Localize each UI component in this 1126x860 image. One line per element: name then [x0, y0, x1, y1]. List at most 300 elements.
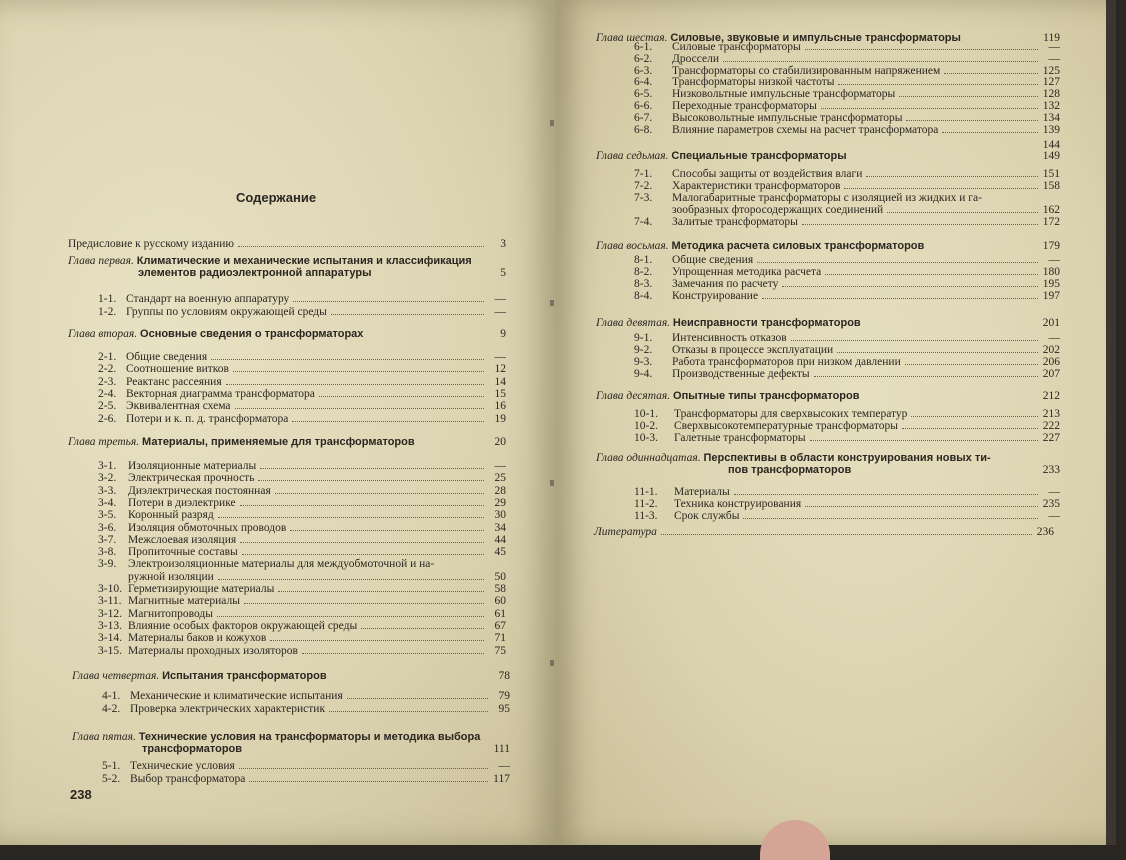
page-number: —	[1048, 332, 1060, 344]
section-text: Малогабаритные трансформаторы с изоляцией из жидких и га-	[672, 192, 982, 204]
leader-dots	[331, 314, 484, 315]
section-text: Потери в диэлектрике	[128, 496, 236, 509]
chapter-heading	[596, 139, 1060, 162]
page-number: —	[1048, 254, 1060, 266]
page-number: 30	[494, 509, 506, 522]
section-text: Эквивалентная схема	[126, 400, 231, 413]
page-number: 3	[500, 238, 506, 250]
binding-stitch	[550, 480, 554, 486]
leader-dots	[242, 554, 484, 555]
section-text: Магнитопроводы	[128, 607, 213, 620]
section-number: 10-2.	[634, 420, 658, 432]
binding-stitch	[550, 120, 554, 126]
section-number: 10-1.	[634, 408, 658, 420]
chapter-page: 119	[1043, 32, 1060, 44]
section-number: 2-6.	[98, 412, 117, 425]
page-number: 206	[1042, 356, 1060, 368]
section-text: Изоляционные материалы	[128, 460, 257, 472]
chapter-heading	[68, 436, 506, 448]
chapter-heading	[596, 240, 1060, 252]
section-text: Трансформаторы для сверхвысоких температур	[674, 408, 908, 420]
binding-stitch	[550, 300, 554, 306]
section-text: Конструирование	[672, 290, 759, 302]
leader-dots	[762, 298, 1038, 299]
left-page	[0, 0, 558, 845]
section-number: 2-3.	[98, 375, 117, 388]
section-number: 3-1.	[98, 460, 117, 472]
section-row	[98, 388, 506, 401]
page-number: —	[1048, 52, 1060, 65]
page-number: 158	[1042, 180, 1060, 192]
leader-dots	[240, 505, 484, 506]
page-number: —	[494, 305, 506, 318]
chapter-title: Испытания трансформаторов	[162, 670, 327, 682]
section-text: Электрическая прочность	[128, 472, 255, 485]
leader-dots	[661, 534, 1032, 535]
leader-dots	[734, 494, 1038, 495]
page-number: —	[494, 351, 506, 363]
section-row	[102, 703, 510, 716]
leader-dots	[239, 768, 488, 769]
leader-dots	[302, 653, 484, 654]
chapter-page: 233	[1042, 464, 1060, 476]
section-row	[102, 773, 510, 786]
section-row	[98, 632, 506, 645]
chapter-title-cont: пов трансформаторов	[728, 464, 852, 476]
leader-dots	[226, 384, 484, 385]
leader-dots	[837, 352, 1038, 353]
literature-text: Литература	[594, 526, 657, 538]
section-text: Интенсивность отказов	[672, 332, 787, 344]
leader-dots	[838, 84, 1038, 85]
section-number: 2-4.	[98, 387, 117, 400]
chapter-title: Силовые, звуковые и импульсные трансформаторы	[670, 32, 961, 44]
section-row	[98, 400, 506, 413]
section-text: Межслоевая изоляция	[128, 533, 237, 546]
leader-dots	[235, 408, 484, 409]
right-page	[556, 0, 1116, 845]
section-text: Упрощенная методика расчета	[672, 266, 822, 278]
leader-dots	[906, 120, 1038, 121]
section-number: 11-3.	[634, 510, 658, 522]
section-text: Стандарт на военную аппаратуру	[126, 293, 290, 305]
preface-entry	[68, 238, 506, 251]
page-number: 45	[494, 546, 506, 559]
chapter-label: Глава первая.	[68, 255, 134, 267]
leader-dots	[825, 274, 1038, 275]
chapter-heading	[68, 328, 506, 340]
section-number: 6-3.	[634, 64, 653, 77]
section-number: 6-5.	[634, 88, 653, 101]
leader-dots	[218, 517, 484, 518]
section-row	[634, 510, 1060, 523]
section-number: 6-4.	[634, 76, 653, 89]
page-number: 117	[493, 773, 510, 785]
section-text: Электроизоляционные материалы для междуобмоточной и на-	[128, 558, 435, 571]
section-text: Сверхвысокотемпературные трансформаторы	[674, 420, 899, 432]
section-row	[102, 760, 510, 773]
chapter-title-cont: трансформаторов	[142, 743, 243, 755]
leader-dots	[782, 286, 1038, 287]
page-number: 236	[1036, 526, 1054, 538]
leader-dots	[757, 262, 1038, 263]
chapter-heading	[596, 390, 1060, 402]
page-number: 172	[1042, 216, 1060, 228]
section-text: Высоковольтные импульсные трансформаторы	[672, 111, 903, 124]
leader-dots	[275, 493, 484, 494]
section-text: Работа трансформаторов при низком давлении	[672, 356, 901, 368]
page-number: 61	[494, 607, 506, 620]
section-row	[98, 546, 506, 559]
section-number: 9-2.	[634, 344, 653, 356]
chapter-heading	[596, 317, 1060, 329]
page-number: —	[494, 293, 506, 305]
chapter-label: Глава вторая.	[68, 328, 138, 340]
chapter-title: Перспективы в области конструирования новых ти-	[703, 452, 991, 464]
section-text: Соотношение витков	[126, 363, 229, 376]
section-number: 6-8.	[634, 123, 653, 136]
chapter-label: Глава одиннадцатая.	[596, 452, 701, 464]
chapter-label: Глава восьмая.	[596, 240, 669, 252]
leader-dots	[278, 591, 484, 592]
section-text: Дроссели	[672, 52, 719, 65]
page-number: 16	[494, 400, 506, 413]
section-number: 3-13.	[98, 619, 122, 632]
section-row	[98, 351, 506, 364]
leader-dots	[292, 421, 484, 422]
leader-dots	[821, 108, 1038, 109]
leader-dots	[319, 396, 484, 397]
section-row	[98, 497, 506, 510]
page-number: 25	[494, 472, 506, 485]
section-text: Трансформаторы низкой частоты	[672, 76, 835, 89]
section-text: Технические условия	[130, 760, 235, 772]
chapter-heading	[596, 452, 1060, 476]
leader-dots	[743, 518, 1038, 519]
section-row	[98, 595, 506, 608]
section-row	[634, 290, 1060, 303]
preface-text: Предисловие к русскому изданию	[68, 238, 234, 250]
leader-dots	[217, 616, 484, 617]
chapter-title: Основные сведения о трансформаторах	[140, 328, 364, 340]
page-number: 139	[1042, 123, 1060, 136]
chapter-title-cont: элементов радиоэлектронной аппаратуры	[138, 267, 372, 279]
section-number: 6-6.	[634, 100, 653, 112]
leader-dots	[866, 176, 1038, 177]
leader-dots	[218, 579, 484, 580]
chapter-heading	[72, 731, 510, 755]
page-number: 202	[1042, 344, 1060, 356]
section-number: 4-1.	[102, 690, 121, 702]
leader-dots	[211, 359, 484, 360]
section-number: 1-1.	[98, 293, 117, 305]
section-text: Техника конструирования	[674, 498, 802, 510]
section-number: 3-8.	[98, 546, 117, 559]
section-row	[98, 363, 506, 376]
section-number: 2-1.	[98, 351, 117, 363]
section-text: Изоляция обмоточных проводов	[128, 521, 287, 534]
chapter-heading	[68, 255, 506, 279]
section-row	[98, 460, 506, 473]
section-number: 8-2.	[634, 266, 653, 278]
leader-dots	[844, 188, 1038, 189]
section-text: Пропиточные составы	[128, 546, 238, 559]
chapter-label: Глава третья.	[68, 436, 140, 448]
page-number: 14	[494, 375, 506, 388]
section-row	[98, 558, 506, 571]
leader-dots	[260, 468, 484, 469]
page-folio: 238	[70, 787, 92, 802]
leader-dots	[270, 640, 484, 641]
section-row	[98, 583, 506, 596]
section-text: Диэлектрическая постоянная	[128, 484, 271, 497]
binding-stitch	[550, 660, 554, 666]
chapter-title: Неисправности трансформаторов	[672, 317, 861, 329]
section-text: Характеристики трансформаторов	[672, 180, 841, 192]
leader-dots	[899, 96, 1038, 97]
leader-dots	[805, 49, 1038, 50]
chapter-page: 149	[1042, 150, 1060, 162]
page-number: 67	[494, 619, 506, 632]
leader-dots	[944, 73, 1038, 74]
chapter-title: Климатические и механические испытания и классификация	[136, 255, 472, 267]
leader-dots	[249, 781, 488, 782]
section-text: Материалы	[674, 486, 730, 498]
chapter-page: 20	[494, 436, 506, 448]
page-number: —	[1048, 510, 1060, 522]
section-text: Проверка электрических характеристик	[130, 702, 326, 715]
section-text: Влияние особых факторов окружающей среды	[128, 619, 358, 632]
section-text: Механические и климатические испытания	[130, 690, 343, 702]
book-cover-edge	[1106, 0, 1116, 845]
section-text: Магнитные материалы	[128, 595, 240, 608]
page-number: 134	[1042, 111, 1060, 124]
chapter-label: Глава седьмая.	[596, 150, 669, 162]
page-number: 34	[494, 521, 506, 534]
section-number: 7-3.	[634, 192, 653, 204]
section-number: 8-3.	[634, 278, 653, 290]
section-text: Реактанс рассеяния	[126, 375, 222, 388]
section-number: 2-5.	[98, 400, 117, 413]
section-row	[98, 608, 506, 621]
section-row	[98, 509, 506, 522]
section-row	[98, 485, 506, 498]
section-number: 3-14.	[98, 632, 122, 645]
page-number: 227	[1042, 432, 1060, 444]
chapter-title: Методика расчета силовых трансформаторов	[671, 240, 925, 252]
chapter-heading	[72, 670, 510, 682]
section-row	[102, 690, 510, 703]
chapter-page-prev: 144	[1042, 139, 1060, 151]
page-number: 151	[1042, 168, 1060, 180]
leader-dots	[791, 340, 1038, 341]
page-number: 12	[494, 363, 506, 376]
chapter-page: 78	[498, 670, 510, 682]
section-row	[98, 376, 506, 389]
leader-dots	[911, 416, 1038, 417]
section-number: 1-2.	[98, 305, 117, 318]
section-text: Герметизирующие материалы	[128, 583, 275, 595]
section-number: 4-2.	[102, 702, 121, 715]
chapter-page: 201	[1042, 317, 1060, 329]
section-text: Выбор трансформатора	[130, 773, 246, 785]
section-number: 6-7.	[634, 111, 653, 124]
leader-dots	[810, 440, 1038, 441]
section-number: 3-4.	[98, 496, 117, 509]
page-number: 125	[1042, 64, 1060, 77]
page-number: 95	[498, 702, 510, 715]
section-number: 8-1.	[634, 254, 653, 266]
section-number: 3-6.	[98, 521, 117, 534]
page-number: —	[498, 760, 510, 772]
chapter-title: Опытные типы трансформаторов	[673, 390, 860, 402]
toc-title: Содержание	[236, 190, 317, 205]
section-row	[98, 522, 506, 535]
section-row	[634, 124, 1060, 137]
leader-dots	[329, 711, 488, 712]
section-number: 11-2.	[634, 498, 658, 510]
page-number: 19	[494, 412, 506, 425]
page-number: 180	[1042, 266, 1060, 278]
page-number: 15	[494, 387, 506, 400]
page-number: 222	[1042, 420, 1060, 432]
section-number: 3-3.	[98, 484, 117, 497]
page-number: —	[494, 460, 506, 472]
section-number: 7-2.	[634, 180, 653, 192]
section-number: 9-1.	[634, 332, 653, 344]
section-number: 5-2.	[102, 773, 121, 785]
chapter-page: 179	[1042, 240, 1060, 252]
leader-dots	[290, 530, 484, 531]
section-number: 3-7.	[98, 533, 117, 546]
leader-dots	[233, 371, 484, 372]
section-number: 8-4.	[634, 290, 653, 302]
section-number: 3-15.	[98, 644, 122, 657]
section-number: 3-11.	[98, 595, 122, 608]
section-text: Трансформаторы со стабилизированным напряжением	[672, 64, 941, 77]
section-text: Материалы баков и кожухов	[128, 632, 267, 645]
page-number: 58	[494, 583, 506, 595]
section-text: Переходные трансформаторы	[672, 100, 817, 112]
section-text: Влияние параметров схемы на расчет трансформатора	[672, 123, 939, 136]
section-text: Низковольтные импульсные трансформаторы	[672, 88, 896, 101]
leader-dots	[293, 301, 484, 302]
section-row-cont	[128, 571, 506, 584]
section-number: 2-2.	[98, 363, 117, 376]
section-number: 7-1.	[634, 168, 653, 180]
page-number: 197	[1042, 290, 1060, 302]
page-number: 235	[1042, 498, 1060, 510]
section-row	[98, 534, 506, 547]
leader-dots	[814, 376, 1038, 377]
page-number: 195	[1042, 278, 1060, 290]
section-number: 3-5.	[98, 509, 117, 522]
leader-dots	[802, 224, 1038, 225]
leader-dots	[258, 480, 484, 481]
section-number: 3-12.	[98, 607, 122, 620]
leader-dots	[902, 428, 1038, 429]
section-row	[98, 620, 506, 633]
leader-dots	[361, 628, 484, 629]
page-number: 127	[1042, 76, 1060, 89]
section-text-cont: ружной изоляции	[128, 570, 214, 583]
section-number: 6-1.	[634, 41, 653, 53]
leader-dots	[240, 542, 484, 543]
leader-dots	[723, 61, 1038, 62]
section-number: 6-2.	[634, 52, 653, 65]
chapter-title: Технические условия на трансформаторы и методика выбора	[138, 731, 481, 743]
page-number: 44	[494, 533, 506, 546]
leader-dots	[244, 603, 484, 604]
chapter-title: Специальные трансформаторы	[671, 150, 847, 162]
chapter-label: Глава десятая.	[596, 390, 671, 402]
page-number: 28	[494, 484, 506, 497]
page-number: 71	[494, 632, 506, 645]
page-number: 213	[1042, 408, 1060, 420]
page-number: 132	[1042, 100, 1060, 112]
page-number: 79	[498, 690, 510, 702]
section-row	[98, 645, 506, 658]
section-number: 3-9.	[98, 558, 117, 571]
page-number: 75	[494, 644, 506, 657]
section-number: 9-3.	[634, 356, 653, 368]
section-text: Способы защиты от воздействия влаги	[672, 168, 863, 180]
leader-dots	[905, 364, 1038, 365]
page-number: 162	[1042, 204, 1060, 216]
page-number: 207	[1042, 368, 1060, 380]
section-text: Производственные дефекты	[672, 368, 810, 380]
page-number: 29	[494, 496, 506, 509]
section-text: Общие сведения	[126, 351, 208, 363]
section-text: Отказы в процессе эксплуатации	[672, 344, 834, 356]
section-text: Материалы проходных изоляторов	[128, 644, 298, 657]
chapter-page: 212	[1042, 390, 1060, 402]
leader-dots	[238, 246, 484, 247]
section-number: 9-4.	[634, 368, 653, 380]
chapter-label: Глава пятая.	[72, 731, 136, 743]
section-text: Группы по условиям окружающей среды	[126, 305, 327, 318]
section-text: Срок службы	[674, 510, 740, 522]
leader-dots	[887, 212, 1038, 213]
literature-entry	[594, 526, 1054, 539]
page-number: 50	[494, 570, 506, 583]
section-number: 10-3.	[634, 432, 658, 444]
section-text: Потери и к. п. д. трансформатора	[126, 412, 289, 425]
section-number: 3-2.	[98, 472, 117, 485]
section-text: Залитые трансформаторы	[672, 216, 798, 228]
section-text: Векторная диаграмма трансформатора	[126, 387, 315, 400]
leader-dots	[805, 506, 1038, 507]
chapter-label: Глава девятая.	[596, 317, 671, 329]
section-text: Галетные трансформаторы	[674, 432, 806, 444]
section-row	[634, 368, 1060, 381]
section-row	[634, 216, 1060, 229]
page-number: 60	[494, 595, 506, 608]
section-number: 11-1.	[634, 486, 658, 498]
section-text: Коронный разряд	[128, 509, 214, 522]
section-number: 5-1.	[102, 760, 121, 772]
section-row	[98, 293, 506, 306]
section-number: 3-10.	[98, 583, 122, 595]
chapter-title: Материалы, применяемые для трансформаторов	[142, 436, 415, 448]
section-text: Замечания по расчету	[672, 278, 779, 290]
section-text: Общие сведения	[672, 254, 754, 266]
leader-dots	[942, 132, 1038, 133]
chapter-page: 5	[500, 267, 506, 279]
section-row	[98, 413, 506, 426]
section-text-cont: зообразных фторосодержащих соединений	[672, 204, 884, 216]
page-number: —	[1048, 41, 1060, 53]
